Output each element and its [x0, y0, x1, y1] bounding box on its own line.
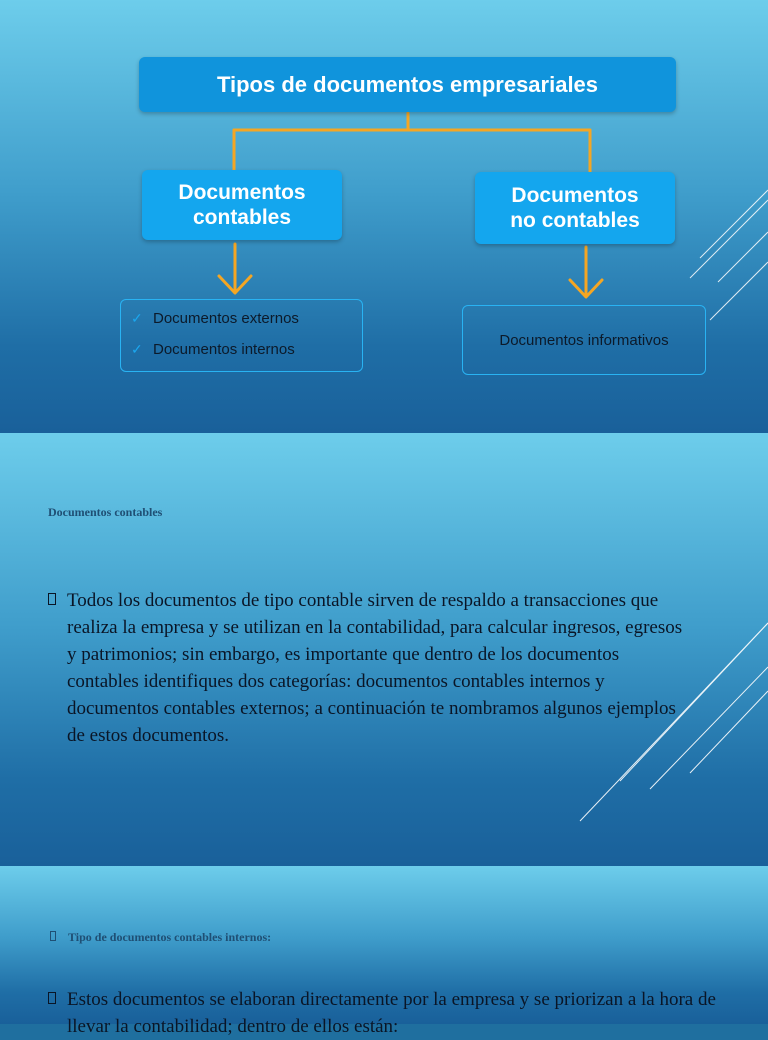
slide-documentos-internos	[0, 866, 768, 1037]
section-heading: Documentos contables	[48, 505, 163, 519]
bullet-icon	[48, 992, 56, 1004]
bullet-icon	[50, 931, 56, 941]
box-nocontables-line1: Documentos	[511, 184, 639, 207]
decorative-lines	[690, 190, 768, 320]
diagram-title-text: Tipos de documentos empresariales	[216, 71, 599, 97]
list-item-label: Documentos externos	[153, 310, 299, 327]
list-item-label: Documentos informativos	[499, 331, 669, 349]
list-item-label: Documentos internos	[153, 341, 295, 358]
box-nocontables-line2: no contables	[510, 209, 640, 232]
section-heading-text: Tipo de documentos contables internos:	[68, 930, 272, 944]
list-documentos-no-contables	[462, 305, 706, 375]
slide-diagram	[0, 0, 768, 433]
diagram-title	[139, 57, 676, 112]
paragraph-text: Estos documentos se elaboran directamente por la empresa y se priorizan a la hora de llevar la contabilidad; dentro de ellos están:	[67, 989, 716, 1037]
box-documentos-contables	[142, 170, 342, 240]
box-documentos-no-contables	[475, 172, 675, 244]
bullet-paragraph	[67, 587, 687, 749]
check-icon: ✓	[131, 341, 143, 357]
list-item	[131, 310, 299, 327]
paragraph-text: Todos los documentos de tipo contable sirven de respaldo a transacciones que realiza la empresa y se utilizan en la contabilidad, para calcular ingresos, egresos y patrimonios; sin embargo, es importante que dentro de los documentos contables identifiques dos categorías: documentos contables internos y documentos contables externos; a continuación te nombramos algunos ejemplos de estos documentos.	[67, 590, 683, 746]
bullet-paragraph	[67, 986, 727, 1040]
bullet-icon	[48, 593, 56, 605]
section-heading	[68, 930, 271, 945]
list-item	[131, 341, 295, 358]
slide-documentos-contables	[0, 433, 768, 866]
check-icon: ✓	[131, 310, 143, 326]
list-documentos-contables	[120, 299, 363, 372]
box-contables-line1: Documentos	[178, 181, 306, 204]
box-contables-line2: contables	[192, 206, 292, 229]
